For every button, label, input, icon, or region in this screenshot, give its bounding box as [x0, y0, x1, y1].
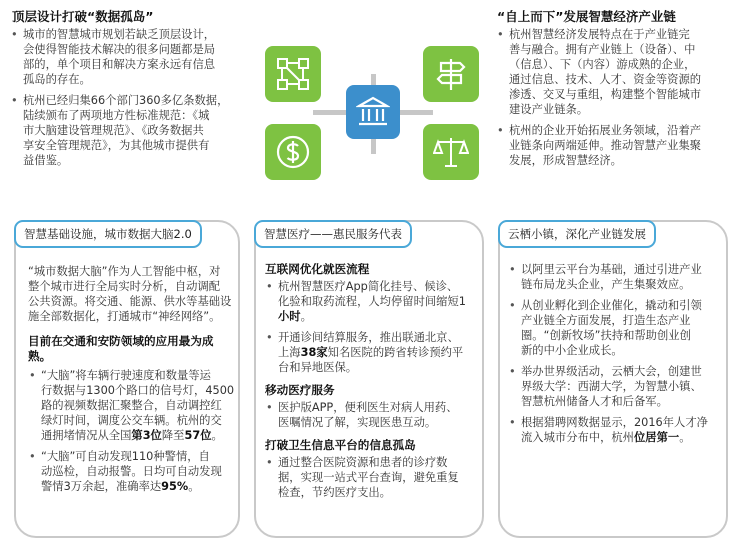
- text-line: 化验和取药流程，人均停留时间缩短1: [278, 295, 466, 308]
- card-bullets: [265, 400, 479, 430]
- network-icon: [265, 46, 321, 102]
- text-run: 。: [211, 429, 223, 442]
- text-line: • 杭州智慧经济发展特点在于产业链完: [509, 28, 690, 41]
- list-item: [496, 27, 734, 117]
- text-line: • 通过整合医院资源和患者的诊疗数: [278, 456, 448, 469]
- text-line: • 开通诊间结算服务，推出联通北京、: [278, 331, 459, 344]
- text-line: [41, 479, 236, 494]
- text-line: • 根据猎聘网数据显示，2016年人才净: [521, 416, 708, 429]
- bank-icon: [346, 85, 400, 139]
- text-line: • 以阿里云平台为基础，通过引进产业: [521, 263, 702, 276]
- text-line: [41, 428, 236, 443]
- subheading: 目前在交通和安防领域的应用最为成: [28, 334, 214, 348]
- card-bullets: [508, 262, 724, 445]
- highlight-value: 95%: [161, 480, 189, 493]
- text-line: 动巡检，自动报警。日均可自动发现: [41, 465, 222, 478]
- text-line: [278, 309, 479, 324]
- subheading: 熟。: [28, 349, 52, 363]
- text-line: • 从创业孵化到企业催化，撬动和引领: [521, 299, 702, 312]
- list-item: [28, 368, 236, 443]
- text-line: • 医护版APP，便利医生对病人用药、: [278, 401, 458, 414]
- text-line: 享安全管理规范》，为其他城市提供有: [23, 139, 210, 152]
- text-line: • “大脑”将车辆行驶速度和数量等运: [41, 369, 211, 382]
- card-smart-healthcare: [254, 220, 484, 538]
- list-item: [508, 364, 724, 409]
- text-line: 链布局龙头企业，产生集聚效应。: [521, 278, 691, 291]
- text-line: 智慧杭州储备人才和后备军。: [521, 395, 668, 408]
- text-line: [521, 430, 724, 445]
- text-line: 据，实现一站式平台查询，避免重复: [278, 471, 459, 484]
- text-line: 业链条向两端延伸。推动智慧产业集聚: [509, 139, 702, 152]
- balance-scale-icon: [423, 124, 479, 180]
- text-line: 圈。“创新牧场”扶持和帮助创业创: [521, 329, 691, 342]
- text-run: 上海: [278, 346, 301, 359]
- text-line: 建设产业链条。: [509, 103, 589, 116]
- text-line: 行数据与1300个路口的信号灯，4500: [41, 384, 235, 397]
- card-bullets: [28, 368, 236, 494]
- text-line: 检查，节约医疗支出。: [278, 486, 391, 499]
- text-line: 发展，形成智慧经济。: [509, 154, 622, 167]
- list-item: [10, 93, 250, 168]
- highlight-value: 位居第一: [633, 431, 680, 444]
- text-line: • 城市的智慧城市规划若缺乏顶层设计，: [23, 28, 216, 41]
- text-line: 新的中小企业成长。: [521, 344, 623, 357]
- text-line: 孤岛的存在。: [23, 73, 91, 86]
- text-line: 整个城市进行全局实时分析，自动调配: [28, 280, 221, 293]
- highlight-value: 第3位: [131, 429, 162, 442]
- list-item: [508, 415, 724, 445]
- list-item: [10, 27, 250, 87]
- text-run: 。: [300, 310, 312, 323]
- list-item: [496, 123, 734, 168]
- text-line: 界级大学：西湖大学，为智慧小镇、: [521, 380, 702, 393]
- text-line: 市大脑建设管理规范》、《政务数据共: [23, 124, 204, 137]
- text-line: 医嘱情况了解，实现医患互动。: [278, 416, 437, 429]
- section-heading: 互联网优化就医流程: [265, 262, 370, 276]
- card-header: 智慧基础设施，城市数据大脑2.0: [14, 220, 202, 248]
- highlight-value: 57位: [184, 429, 212, 442]
- text-run: 流入城市分布中，杭州: [521, 431, 634, 444]
- list-item: [265, 400, 479, 430]
- top-right-bullets: [496, 27, 734, 174]
- list-item: [508, 298, 724, 358]
- card-header: 智慧医疗——惠民服务代表: [254, 220, 412, 248]
- text-line: 陆续颁布了两项地方性标准规范：《城: [23, 109, 210, 122]
- text-run: 通拥堵情况从全国: [41, 429, 132, 442]
- text-line: 施全部数据化，打通城市“神经网络”。: [28, 310, 221, 323]
- text-line: 部的，单个项目和解决方案永远有信息: [23, 58, 216, 71]
- text-line: [278, 345, 479, 360]
- card-smart-infrastructure: [14, 220, 240, 538]
- card-bullets: [265, 455, 479, 500]
- text-line: • “大脑”可自动发现110种警情，自: [41, 450, 210, 463]
- text-run: 。: [188, 480, 200, 493]
- center-icon-cluster: [255, 34, 490, 194]
- list-item: [265, 279, 479, 324]
- text-line: 台和异地医保。: [278, 361, 358, 374]
- text-run: 。: [679, 431, 691, 444]
- text-line: 公共资源。将交通、能源、供水等基础设: [28, 295, 232, 308]
- card-yunqi-town: [498, 220, 728, 538]
- dollar-icon: [265, 124, 321, 180]
- list-item: [508, 262, 724, 292]
- card-body: [265, 262, 479, 506]
- highlight-value: 38家: [300, 346, 328, 359]
- text-run: 警情3万余起，准确率达: [41, 480, 162, 493]
- text-run: 知名医院的跨省转诊预约平: [327, 346, 464, 359]
- text-line: 通过信息、技术、人才、资金等资源的: [509, 73, 702, 86]
- text-line: 绿灯时间，调度公交车辆。杭州的交: [41, 414, 222, 427]
- text-line: • 杭州智慧医疗App简化挂号、候诊、: [278, 280, 459, 293]
- text-line: 益借鉴。: [23, 154, 69, 167]
- top-left-title: 顶层设计打破“数据孤岛”: [12, 9, 154, 24]
- list-item: [265, 330, 479, 375]
- signpost-icon: [423, 46, 479, 102]
- text-line: 会使得智能技术解决的很多问题都是局: [23, 43, 216, 56]
- card-header: 云栖小镇，深化产业链发展: [498, 220, 656, 248]
- card-body: [28, 264, 236, 500]
- text-line: “城市数据大脑”作为人工智能中枢，对: [28, 265, 221, 278]
- list-item: [28, 449, 236, 494]
- top-left-bullets: [10, 27, 250, 174]
- text-line: 产业链全方面发展，打造生态产业: [521, 314, 691, 327]
- top-right-title: “自上而下”发展智慧经济产业链: [497, 9, 676, 24]
- list-item: [265, 455, 479, 500]
- card-body: [508, 262, 724, 451]
- text-line: • 杭州的企业开始拓展业务领域，沿着产: [509, 124, 702, 137]
- text-line: 路的视频数据汇聚整合，自动调控红: [41, 399, 222, 412]
- text-line: 善与融合。拥有产业链上（设备）、中: [509, 43, 696, 56]
- section-heading: 打破卫生信息平台的信息孤岛: [265, 438, 416, 452]
- card-bullets: [265, 279, 479, 375]
- highlight-value: 小时: [278, 310, 301, 323]
- text-line: （信息）、下（内容）游成熟的企业，: [509, 58, 696, 71]
- text-line: • 举办世界级活动，云栖大会，创建世: [521, 365, 702, 378]
- text-line: • 杭州已经归集66个部门360多亿条数据，: [23, 94, 229, 107]
- text-line: 渗透、交叉与重组，构建整个智能城市: [509, 88, 702, 101]
- section-heading: 移动医疗服务: [265, 383, 335, 397]
- text-run: 降至: [161, 429, 185, 442]
